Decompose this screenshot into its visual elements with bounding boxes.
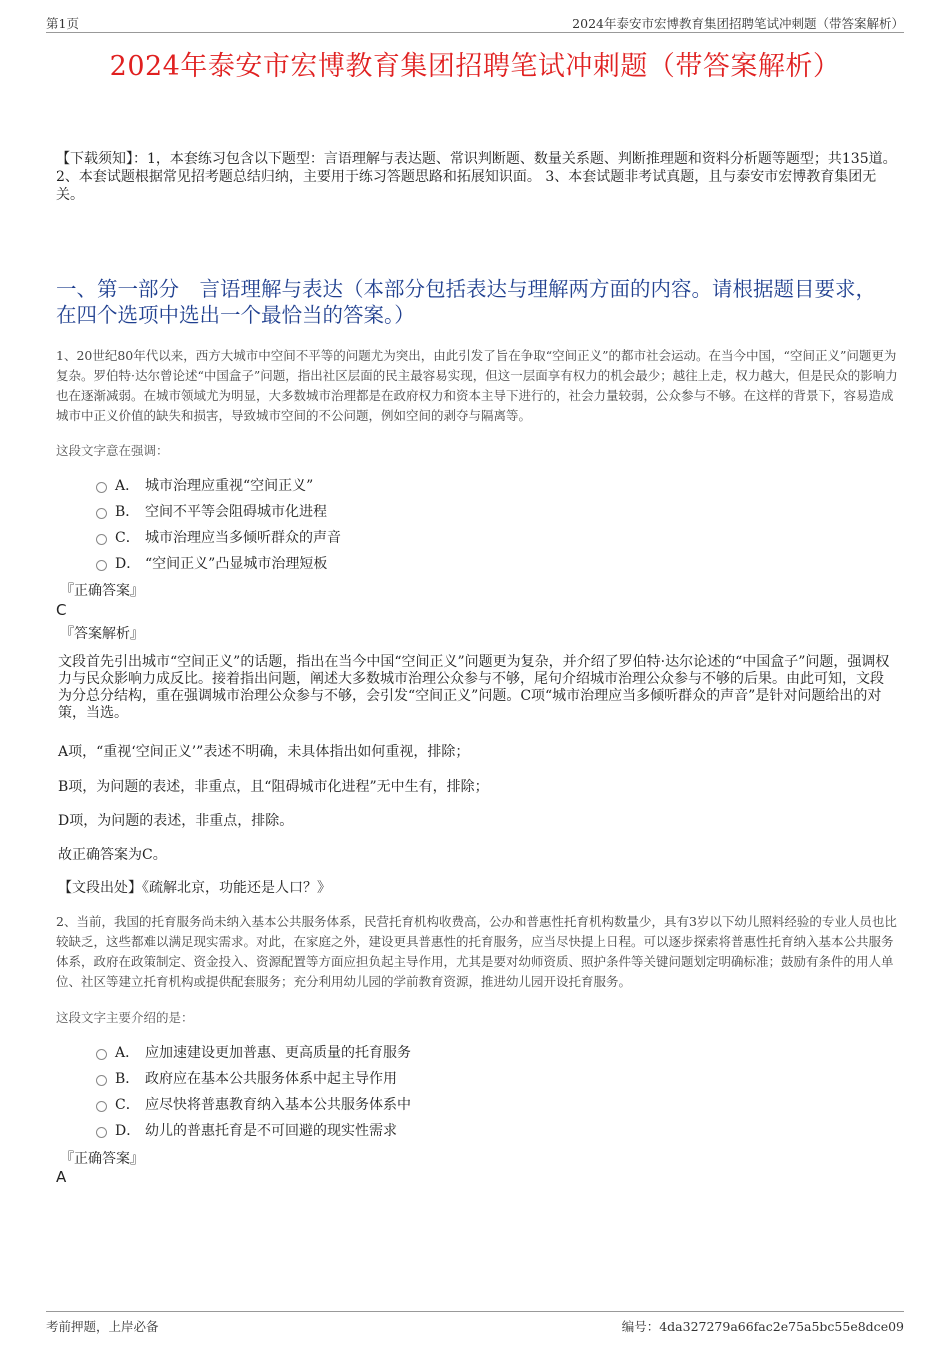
download-notice: 【下载须知】：1，本套练习包含以下题型：言语理解与表达题、常识判断题、数量关系题、判断推理题和资料分析题等题型；共135道。 2、本套试题根据常见招考题总结归纳，主要用于练习答题思路和拓展知识面。 3、本套试题非考试真题，且与泰安市宏博教育集团无关。 — [56, 151, 897, 203]
option-text: 空间不平等会阻碍城市化进程 — [145, 504, 327, 520]
option-text: 应加速建设更加普惠、更高质量的托育服务 — [145, 1045, 411, 1061]
analysis-text: 文段首先引出城市“空间正义”的话题，指出在当今中国“空间正义”问题更为复杂，并介绍了罗伯特·达尔论述的“中国盒子”问题，强调权力与民众影响力成反比。接着指出问题，阐述大多数城市治理公众参与不够，尾句介绍城市治理公众参与不够的后果。由此可知，文段为分总分结构，重在强调城市治理公众参与不够，会引发“空间正义”问题。C项“城市治理应当多倾听群众的声音”是针对问题给出的对策，当选。 — [58, 654, 890, 721]
option-b[interactable]: B． 空间不平等会阻碍城市化进程 — [96, 498, 696, 524]
option-text: 幼儿的普惠托育是不可回避的现实性需求 — [145, 1123, 397, 1139]
question-1-options — [96, 472, 696, 576]
section-title: 一、第一部分 言语理解与表达（本部分包括表达与理解两方面的内容。请根据题目要求，在四个选项中选出一个最恰当的答案。） — [56, 277, 876, 327]
option-c[interactable]: C． 城市治理应当多倾听群众的声音 — [96, 524, 696, 550]
option-b[interactable]: B． 政府应在基本公共服务体系中起主导作用 — [96, 1065, 696, 1091]
option-c[interactable]: C． 应尽快将普惠教育纳入基本公共服务体系中 — [96, 1091, 696, 1117]
radio-icon[interactable] — [96, 1101, 107, 1112]
question-1-stem: 这段文字意在强调： — [56, 443, 169, 458]
answer-label: 『正确答案』 — [60, 583, 144, 599]
radio-icon[interactable] — [96, 534, 107, 545]
option-text: 政府应在基本公共服务体系中起主导作用 — [145, 1071, 397, 1087]
explain-a: A项，“重视‘空间正义’”表述不明确，未具体指出如何重视，排除； — [58, 744, 470, 760]
option-d[interactable]: D． “空间正义”凸显城市治理短板 — [96, 550, 696, 576]
footer-id: 编号：4da327279a66fac2e75a5bc55e8dce09 — [621, 1319, 904, 1334]
radio-icon[interactable] — [96, 482, 107, 493]
question-2-options — [96, 1039, 696, 1143]
option-text: “空间正义”凸显城市治理短板 — [145, 556, 328, 572]
option-text: 城市治理应重视“空间正义” — [145, 478, 314, 494]
answer-label: 『正确答案』 — [60, 1151, 144, 1167]
radio-icon[interactable] — [96, 1075, 107, 1086]
radio-icon[interactable] — [96, 1127, 107, 1138]
radio-icon[interactable] — [96, 1049, 107, 1060]
conclusion: 故正确答案为C。 — [58, 847, 167, 863]
option-text: 应尽快将普惠教育纳入基本公共服务体系中 — [145, 1097, 411, 1113]
question-1-text: 1、20世纪80年代以来，西方大城市中空间不平等的问题尤为突出，由此引发了旨在争取“空间正义”的都市社会运动。在当今中国，“空间正义”问题更为复杂。罗伯特·达尔曾论述“中国盒子”问题，指出社区层面的民主最容易实现，但这一层面享有权力的机会最少；越往上走，权力越大，但是民众的影响力也在逐渐减弱。在城市领域尤为明显，大多数城市治理都是在政府权力和资本主导下进行的，社会力量较弱，公众参与不够。在这样的背景下，容易造成城市中正义价值的缺失和损害，导致城市空间的不公问题，例如空间的剥夺与隔离等。 — [56, 348, 898, 423]
page-header — [46, 14, 904, 33]
source: 【文段出处】《疏解北京，功能还是人口？》 — [58, 880, 331, 896]
radio-icon[interactable] — [96, 560, 107, 571]
page-number: 第1页 — [46, 16, 79, 31]
page-title: 2024年泰安市宏博教育集团招聘笔试冲刺题（带答案解析） — [109, 51, 841, 82]
option-d[interactable]: D． 幼儿的普惠托育是不可回避的现实性需求 — [96, 1117, 696, 1143]
radio-icon[interactable] — [96, 508, 107, 519]
answer-value: C — [56, 601, 67, 619]
explain-b: B项，为问题的表述，非重点，且“阻碍城市化进程”无中生有，排除； — [58, 779, 489, 795]
footer-slogan: 考前押题，上岸必备 — [46, 1319, 159, 1334]
answer-value: A — [56, 1168, 67, 1186]
explain-d: D项，为问题的表述，非重点，排除。 — [58, 813, 294, 829]
header-doc-title: 2024年泰安市宏博教育集团招聘笔试冲刺题（带答案解析） — [572, 16, 904, 31]
analysis-label: 『答案解析』 — [60, 626, 144, 642]
page-footer — [46, 1311, 904, 1334]
question-2-stem: 这段文字主要介绍的是： — [56, 1010, 194, 1025]
option-a[interactable]: A． 应加速建设更加普惠、更高质量的托育服务 — [96, 1039, 696, 1065]
question-2-text: 2、当前，我国的托育服务尚未纳入基本公共服务体系，民营托育机构收费高，公办和普惠性托育机构数量少，具有3岁以下幼儿照料经验的专业人员也比较缺乏，这些都难以满足现实需求。对此，在家庭之外，建设更具普惠性的托育服务，应当尽快提上日程。可以逐步探索将普惠性托育纳入基本公共服务体系，政府在政策制定、资金投入、资源配置等方面应担负起主导作用，尤其是要对幼师资质、照护条件等关键问题划定明确标准；鼓励有条件的用人单位、社区等建立托育机构或提供配套服务；充分利用幼儿园的学前教育资源，推进幼儿园开设托育服务。 — [56, 914, 897, 989]
option-text: 城市治理应当多倾听群众的声音 — [145, 530, 341, 546]
option-a[interactable]: A． 城市治理应重视“空间正义” — [96, 472, 696, 498]
